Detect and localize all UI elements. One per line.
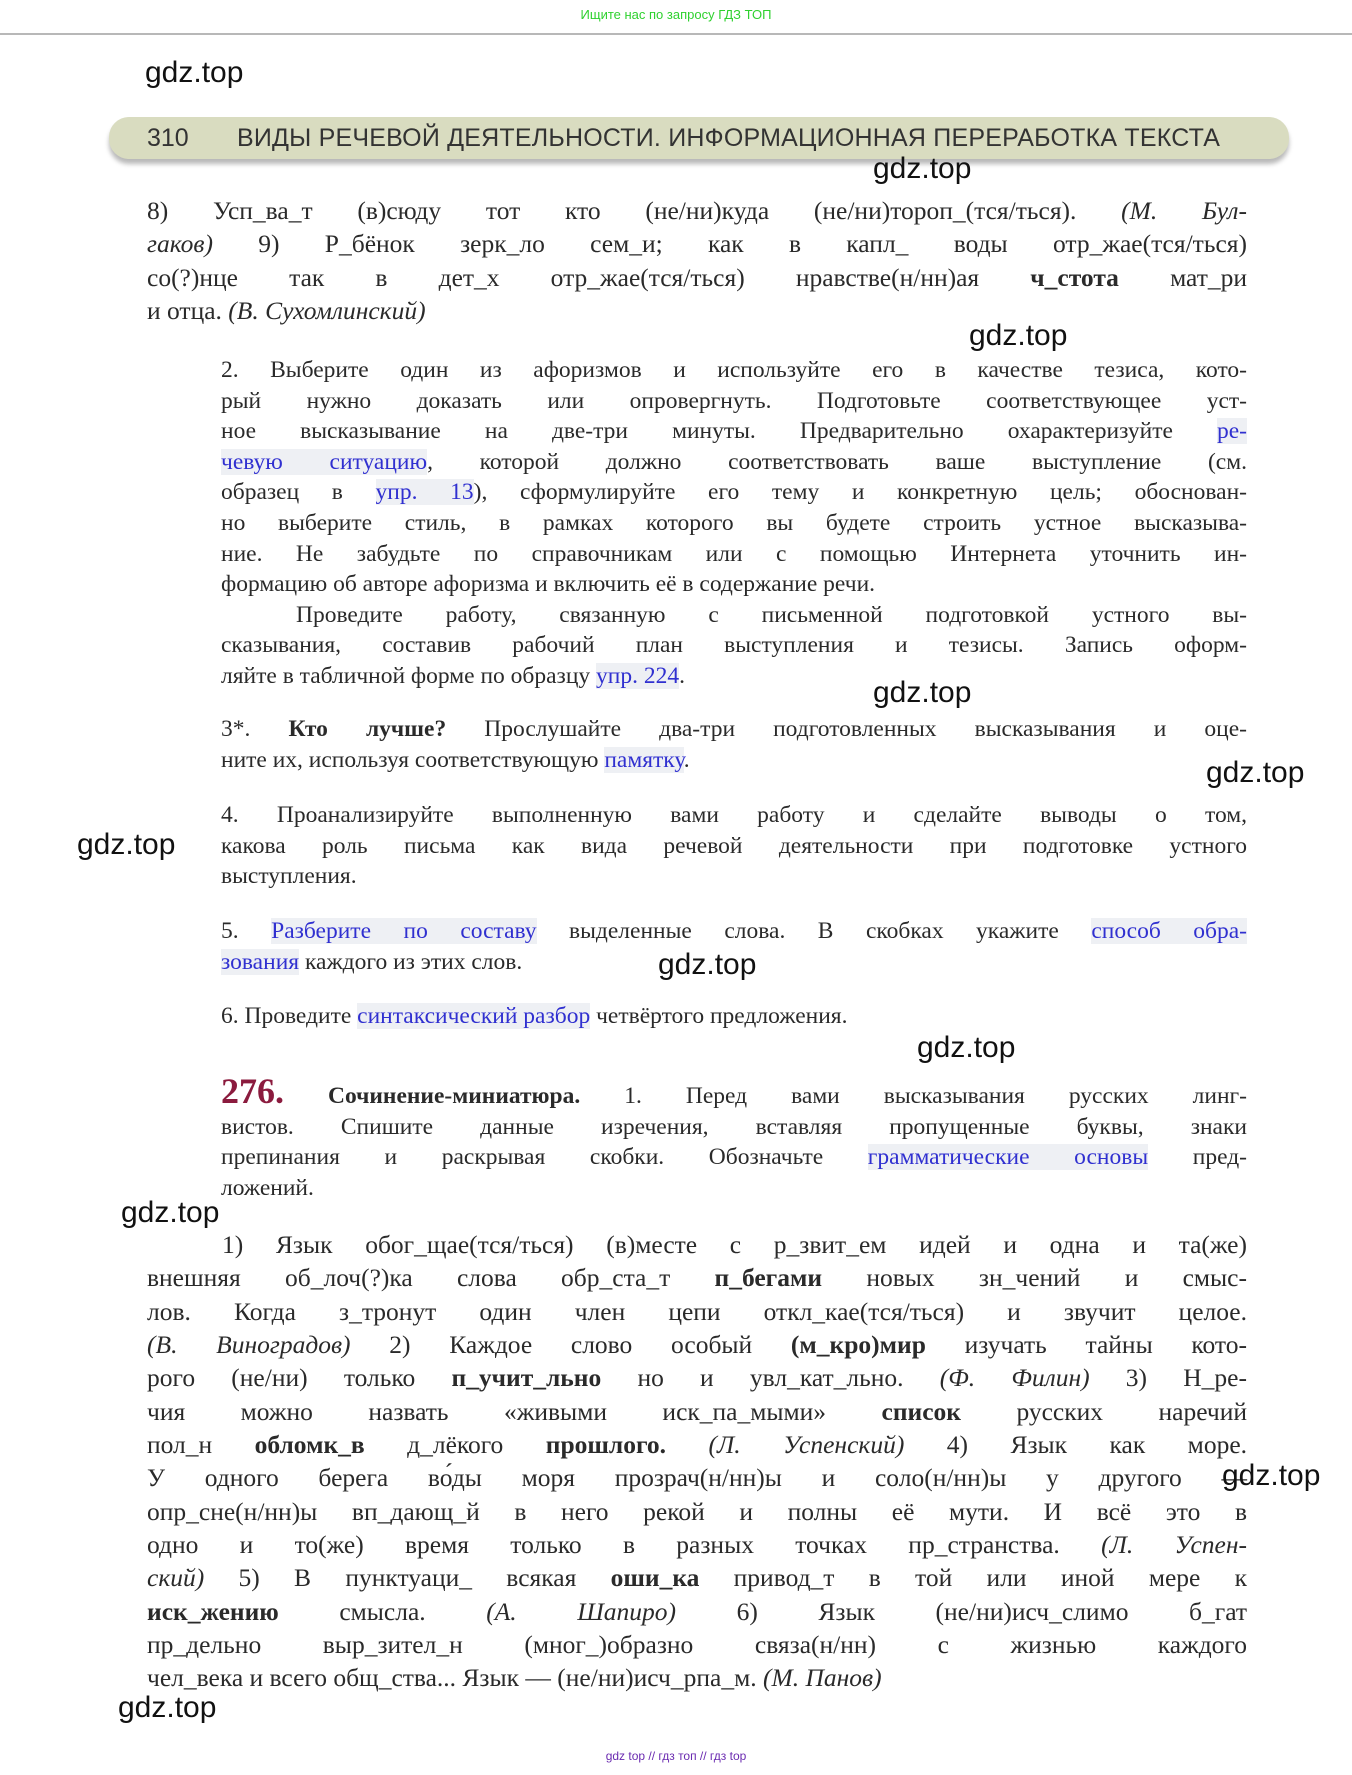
chapter-title: ВИДЫ РЕЧЕВОЙ ДЕЯТЕЛЬНОСТИ. ИНФОРМАЦИОННАЯ ПЕРЕРАБОТКА ТЕКСТА — [237, 124, 1221, 152]
text: 6. Проведите — [221, 1003, 358, 1029]
bold-term: Сочинение-миниатюра. — [328, 1083, 581, 1109]
text-line — [221, 386, 1247, 417]
text: сказывания, составив рабочий план выступления и тезисы. Запись оформ- — [221, 632, 1247, 659]
author-citation: (В. Сухомлинский) — [228, 296, 426, 326]
text-line — [147, 227, 1247, 260]
text-line — [147, 1528, 1247, 1561]
page-number: 310 — [147, 124, 189, 152]
bold-term: оши_ка — [610, 1563, 700, 1593]
text: 6) Язык (не/ни)исч_слимо б_гат — [676, 1596, 1247, 1626]
bold-term: п_бегами — [714, 1263, 823, 1293]
text: ните их, используя соответствующую — [221, 746, 605, 773]
text: каждого из этих слов. — [299, 948, 523, 975]
link[interactable]: упр. 224 — [596, 662, 680, 689]
text: выделенные слова. В скобках укажите — [536, 918, 1092, 944]
link[interactable]: зования — [221, 948, 300, 975]
text-line — [221, 447, 1247, 478]
text-line — [221, 600, 1247, 631]
text-line — [221, 1071, 1247, 1112]
text: новых зн_чений и смыс- — [822, 1263, 1247, 1293]
text-line — [147, 1561, 1247, 1594]
text: 1) Язык обог_щае(тся/ться) (в)месте с р_звит_ем идей и одна и та(же) — [222, 1230, 1247, 1259]
watermark: gdz.top — [118, 1691, 217, 1724]
text: лов. Когда з_тронут один член цепи откл_кае(тся/ться) и звучит целое. — [147, 1296, 1247, 1326]
task-4 — [221, 800, 1247, 892]
text-line — [147, 1328, 1247, 1361]
task-2 — [221, 355, 1247, 692]
text: 3*. — [221, 716, 289, 742]
text-line — [147, 294, 1247, 327]
text-line — [221, 1142, 1247, 1173]
text: чия можно назвать «живыми иск_па_мыми» — [147, 1396, 882, 1426]
text: рого (не/ни) только — [147, 1363, 452, 1393]
text-line — [221, 355, 1247, 386]
text: ), сформулируйте его тему и конкретную цель; обоснован- — [473, 479, 1247, 506]
text: смысла. — [278, 1596, 487, 1626]
text-line — [221, 416, 1247, 447]
text-line — [221, 800, 1247, 831]
text — [666, 1430, 708, 1459]
text-line — [221, 630, 1247, 661]
watermark: gdz.top — [969, 319, 1068, 352]
text: 8) Усп_ва_т (в)сюду тот кто (не/ни)куда (не/ни)тороп_(тся/ться). — [147, 196, 1122, 225]
bold-term: п_учит_льно — [451, 1363, 602, 1393]
footer-links: gdz top // гдз топ // гдз top — [605, 1749, 747, 1763]
text-line — [147, 1595, 1247, 1628]
text: пр_дельно выр_зител_н (мног_)образно связа(н/нн) с жизнью каждого — [147, 1630, 1247, 1660]
text: 9) Р_бёнок зерк_ло сем_и; как в капл_ воды отр_жае(тся/ться) — [212, 229, 1247, 259]
text-line — [221, 745, 1247, 776]
watermark: gdz.top — [145, 56, 244, 89]
text: выступления. — [221, 863, 357, 890]
text-line — [147, 1228, 1247, 1261]
text: но и увл_кат_льно. — [601, 1363, 940, 1393]
author-citation: (В. Виноградов) — [147, 1330, 351, 1360]
text-line — [147, 1361, 1247, 1394]
author-citation: (А. Шапиро) — [486, 1596, 677, 1626]
text: образец в — [221, 479, 376, 506]
text: препинания и раскрывая скобки. Обозначьте — [221, 1144, 868, 1171]
bold-term: Кто лучше? — [288, 716, 447, 742]
watermark: gdz.top — [1206, 756, 1305, 789]
text-line — [221, 831, 1247, 862]
author-citation: (Л. Успен- — [1101, 1530, 1247, 1560]
task-3 — [221, 714, 1247, 775]
text: ное высказывание на две-три минуты. Предварительно охарактеризуйте — [221, 418, 1217, 445]
text: опр_сне(н/нн)ы вп_дающ_й в него рекой и полны её мути. И всё это в — [147, 1496, 1247, 1526]
text-line — [221, 1112, 1247, 1143]
author-citation: ский) — [147, 1563, 205, 1593]
bold-term: прошлого. — [545, 1430, 667, 1460]
text: четвёртого предложения. — [590, 1003, 848, 1029]
page-header-banner — [109, 117, 1289, 159]
bold-term: (м_кро)мир — [790, 1330, 926, 1360]
text: пол_н — [147, 1430, 255, 1460]
search-hint: Ищите нас по запросу ГДЗ ТОП — [580, 7, 772, 22]
exercise-276 — [221, 1071, 1247, 1203]
link[interactable]: упр. 13 — [375, 479, 474, 506]
author-citation: гаков) — [147, 229, 213, 259]
link[interactable]: Разберите по составу — [271, 918, 537, 944]
text-line — [147, 194, 1247, 227]
author-citation: (Л. Успенский) — [708, 1430, 905, 1460]
quotes-8-9 — [147, 194, 1247, 327]
text-line — [147, 261, 1247, 294]
link[interactable]: способ обра- — [1091, 918, 1247, 944]
text: вистов. Спишите данные изречения, вставляя пропущенные буквы, знаки — [221, 1113, 1247, 1140]
author-citation: (Ф. Филин) — [939, 1363, 1090, 1393]
text: мат_ри — [1118, 262, 1247, 292]
text-line — [221, 861, 1247, 892]
text-line — [147, 1661, 1247, 1694]
author-citation: (М. Бул- — [1121, 196, 1247, 225]
text-line — [147, 1295, 1247, 1328]
text: ние. Не забудьте по справочникам или с помощью Интернета уточнить ин- — [221, 540, 1247, 567]
text: одно и то(же) время только в разных точках пр_странства. — [147, 1530, 1102, 1560]
text: рый нужно доказать или опровергнуть. Подготовьте соответствующее уст- — [221, 387, 1247, 414]
exercise-number: 276. — [221, 1071, 284, 1111]
text: русских наречий — [960, 1396, 1247, 1426]
bold-term: иск_жению — [147, 1596, 279, 1626]
text: какова роль письма как вида речевой деятельности при подготовке устного — [221, 832, 1247, 859]
text-line — [221, 477, 1247, 508]
text: формацию об авторе афоризма и включить её в содержание речи. — [221, 571, 876, 598]
text-line — [221, 1001, 1247, 1032]
task-6 — [221, 1001, 1247, 1032]
text: со(?)нце так в дет_х отр_жае(тся/ться) нравстве(н/нн)ая — [147, 262, 1031, 292]
text-line — [147, 1428, 1247, 1461]
text: 5. — [221, 918, 272, 944]
text-line — [147, 1261, 1247, 1294]
text-line — [221, 661, 1247, 692]
link[interactable]: ре- — [1216, 418, 1247, 445]
watermark: gdz.top — [77, 828, 176, 861]
bold-term: обломк_в — [254, 1430, 365, 1460]
link[interactable]: памятку — [604, 746, 684, 773]
text-line — [147, 1495, 1247, 1528]
text: , которой должно соответствовать ваше выступление (см. — [427, 448, 1247, 475]
text: и отца. — [147, 296, 229, 326]
text: У одного берега во́ды моря прозрач(н/нн)ы и соло(н/нн)ы у другого — — [147, 1463, 1247, 1493]
header-divider — [0, 33, 1352, 35]
text: . — [679, 662, 685, 689]
link[interactable]: синтаксический разбор — [357, 1003, 591, 1029]
text: внешняя об_лоч(?)ка слова обр_ста_т — [147, 1263, 715, 1293]
text: 4. Проанализируйте выполненную вами работу и сделайте выводы о том, — [221, 802, 1247, 828]
text — [284, 1083, 328, 1109]
text: привод_т в той или иной мере к — [699, 1563, 1248, 1593]
text-line — [221, 714, 1247, 745]
text: д_лёкого — [364, 1430, 546, 1460]
text: чел_века и всего общ_ства... Язык — (не/ни)исч_рпа_м. — [147, 1663, 763, 1693]
text: Проведите работу, связанную с письменной подготовкой устного вы- — [296, 601, 1247, 628]
text: 2. Выберите один из афоризмов и используйте его в качестве тезиса, кото- — [221, 357, 1247, 383]
text: пред- — [1148, 1144, 1247, 1171]
text: изучать тайны кото- — [925, 1330, 1247, 1360]
watermark: gdz.top — [121, 1196, 220, 1229]
text: но выберите стиль, в рамках которого вы будете строить устное высказыва- — [221, 509, 1247, 536]
text: 5) В пунктуаци_ всякая — [204, 1563, 611, 1593]
bold-term: ч_стота — [1030, 262, 1119, 292]
text-line — [147, 1461, 1247, 1494]
watermark: gdz.top — [917, 1031, 1016, 1064]
watermark: gdz.top — [873, 676, 972, 709]
text-line — [147, 1395, 1247, 1428]
text: 3) Н_ре- — [1089, 1363, 1247, 1393]
link[interactable]: грамматические основы — [867, 1144, 1149, 1171]
text-line — [147, 1628, 1247, 1661]
text: 4) Язык как море. — [904, 1430, 1248, 1460]
text: 1. Перед вами высказывания русских линг- — [580, 1083, 1247, 1109]
text: 2) Каждое слово особый — [350, 1330, 791, 1360]
text-line — [221, 508, 1247, 539]
text: ложений. — [221, 1174, 314, 1201]
text: ляйте в табличной форме по образцу — [221, 662, 597, 689]
text-line — [221, 569, 1247, 600]
text: Прослушайте два-три подготовленных высказывания и оце- — [446, 716, 1248, 742]
text: . — [683, 746, 690, 773]
quotes-276 — [147, 1228, 1247, 1695]
author-citation: (М. Панов) — [762, 1663, 882, 1693]
text-line — [221, 539, 1247, 570]
link[interactable]: чевую ситуацию — [221, 448, 428, 475]
watermark: gdz.top — [1222, 1459, 1321, 1492]
bold-term: список — [881, 1396, 961, 1426]
text-line — [221, 1173, 1247, 1204]
watermark: gdz.top — [658, 948, 757, 981]
text-line — [221, 916, 1247, 947]
watermark: gdz.top — [873, 152, 972, 185]
